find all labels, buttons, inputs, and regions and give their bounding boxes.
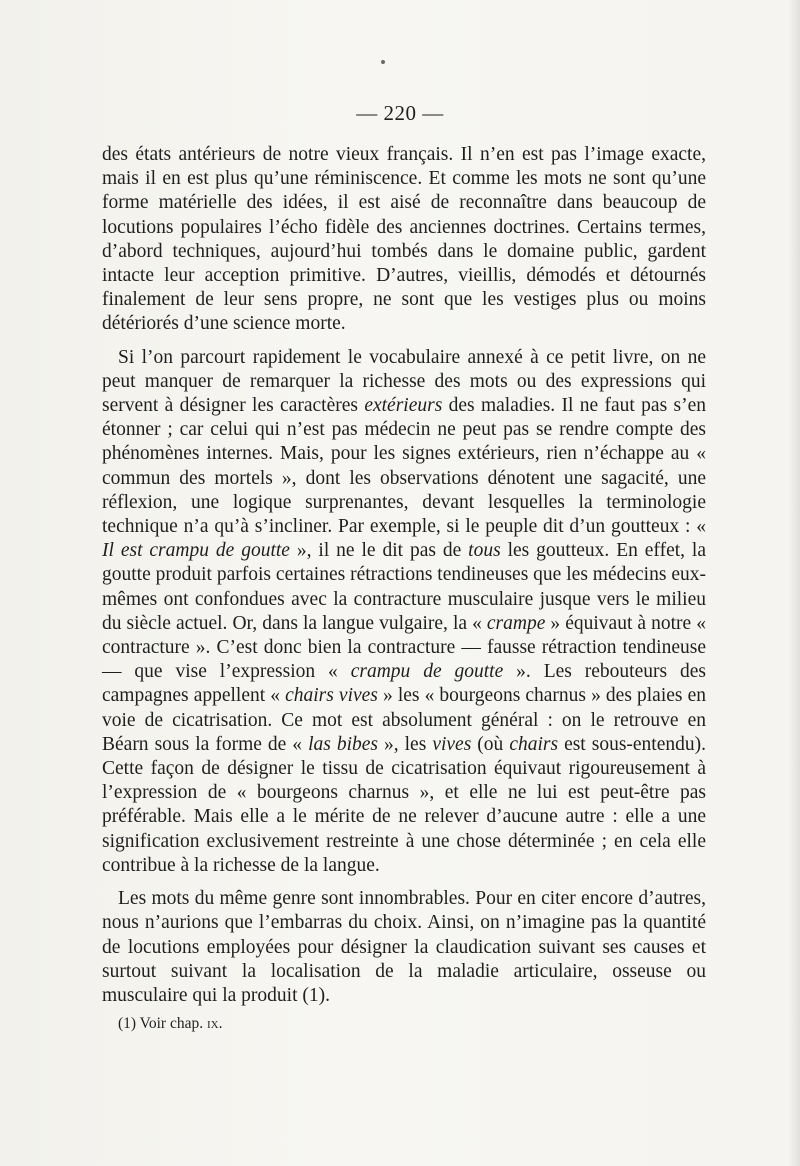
p2-italic-las-bibes: las bibes: [308, 733, 378, 755]
footnote-text: (1) Voir chap.: [118, 1015, 204, 1032]
p2-text-1: Si l’on parcourt rapidement le vocabulaire annexé à ce petit livre, on ne peut manquer de remarquer la richesse des mots ou des expressions qui servent à désigner les caractères: [102, 346, 706, 417]
page-number: — 220 —: [356, 101, 444, 125]
p2-italic-tous: tous: [468, 540, 501, 562]
p2-text-6: ». Les rebouteurs des campagnes appellent «: [102, 661, 706, 707]
ink-speck: [381, 60, 385, 64]
body-text: [102, 143, 706, 1008]
p2-text-3: », il ne le dit pas de: [289, 540, 469, 562]
p2-italic-vives: vives: [432, 733, 472, 755]
p2-italic-crampe: crampe: [486, 612, 546, 634]
p2-italic-chairs: chairs: [509, 733, 559, 755]
paragraph-3: Les mots du même genre sont innombrables. Pour en citer encore d’autres, nous n’aurions que l’embarras du choix. Ainsi, on n’imagine pas la quantité de locutions employées pour désigner la claudication suivant ses causes et surtout suivant la localisation de la maladie articulaire, osseuse ou musculaire qui la produit (1).: [102, 888, 706, 1006]
p2-italic-crampu-de-goutte: crampu de goutte: [350, 661, 504, 683]
p2-text-5: » équivaut à notre « contracture ». C’est donc bien la contracture — fausse rétraction tendineuse — que vise l’expression «: [102, 612, 706, 683]
paragraph-2: [102, 346, 706, 878]
p2-text-7: » les « bourgeons charnus » des plaies en voie de cicatrisation. Ce mot est absolument général : on le retrouve en Béarn sous la forme de «: [102, 685, 706, 755]
p2-italic-exterieurs: extérieurs: [364, 395, 443, 417]
p2-text-10: est sous-entendu). Cette façon de désigner le tissu de cicatrisation équivaut rigoureusement à l’expression de « bourgeons charnus », et elle ne lui est peut-être pas préférable. Mais elle a le mérite de ne relever d’aucune autre : elle a une signification exclusivement restreinte à une chose déterminée ; en cela elle contribue à la richesse de la langue.: [102, 733, 707, 876]
paragraph-1: des états antérieurs de notre vieux français. Il n’en est pas l’image exacte, mais il en est plus qu’une réminiscence. Et comme les mots ne sont qu’une forme matérielle des idées, il est aisé de reconnaître dans beaucoup de locutions populaires l’écho fidèle des anciennes doctrines. Certains termes, d’abord techniques, aujourd’hui tombés dans le domaine public, gardent intacte leur acception primitive. D’autres, vieillis, démodés et détournés finalement de leur sens propre, ne sont que les vestiges plus ou moins détériorés d’une science morte.: [102, 144, 706, 335]
footnote: [118, 1015, 222, 1033]
footnote-chapter-ref: ix.: [206, 1015, 223, 1032]
p2-text-4: les goutteux. En effet, la goutte produit parfois certaines rétractions tendineuses que les médecins eux-mêmes ont confondues avec la contracture musculaire jusque vers le milieu du siècle actuel. Or, dans la langue vulgaire, la «: [102, 540, 706, 634]
p2-text-9: (où: [471, 733, 510, 755]
page-edge-shadow: [788, 0, 800, 1166]
p2-italic-crampu-goutte: Il est crampu de goutte: [102, 540, 290, 562]
p2-text-2: des maladies. Il ne faut pas s’en étonner ; car celui qui n’est pas médecin ne peut pas se rendre compte des phénomènes internes. Mais, pour les signes extérieurs, rien n’échappe au « commun des mortels », dont les observations dénotent une sagacité, une réflexion, une logique surprenantes, devant lesquelles la terminologie technique n’a qu’à s’incliner. Par exemple, si le peuple dit d’un goutteux : «: [102, 395, 706, 538]
p2-text-8: », les: [378, 733, 433, 755]
p2-italic-chairs-vives: chairs vives: [285, 685, 378, 707]
